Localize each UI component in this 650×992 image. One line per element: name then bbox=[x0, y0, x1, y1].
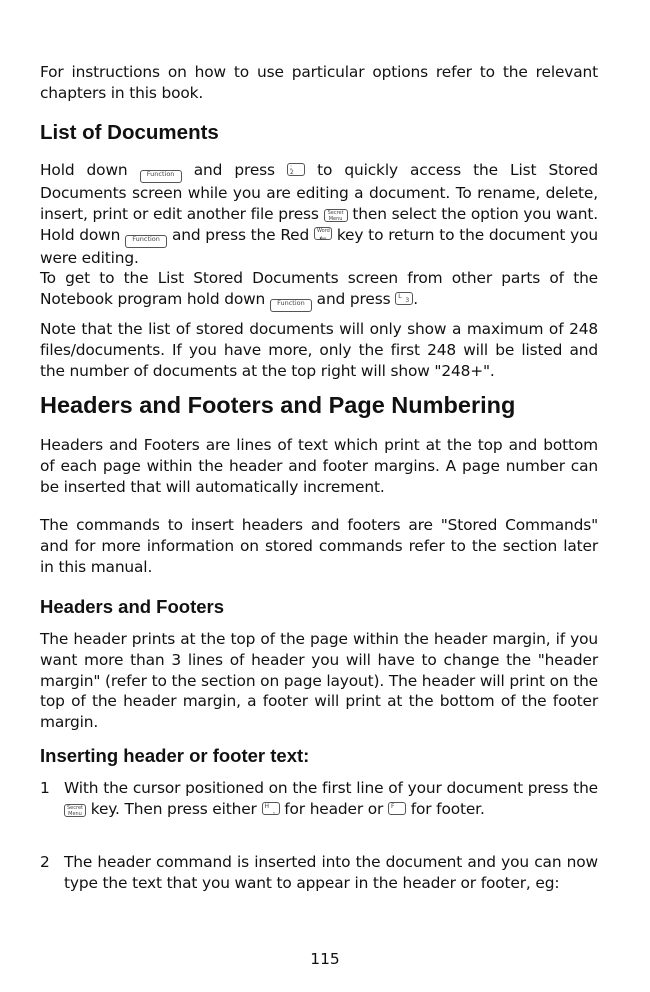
l3-key-icon: L 3 bbox=[395, 292, 413, 305]
step-1: 1 With the cursor positioned on the first line of your document press the Secret Menu key. Then press either H ˬ for header or F for footer. bbox=[40, 779, 598, 818]
list-docs-paragraph-2: To get to the List Stored Documents screen from other parts of the Notebook program hold down Function and press L 3 . bbox=[40, 268, 598, 312]
hfn-paragraph-2: The commands to insert headers and footers are "Stored Commands" and for more information on stored commands refer to the section later in this manual. bbox=[40, 516, 598, 576]
function-key-icon: Function bbox=[125, 235, 167, 248]
intro-paragraph: For instructions on how to use particular options refer to the relevant chapters in this book. bbox=[40, 63, 598, 102]
heading-inserting-header-footer: Inserting header or footer text: bbox=[40, 745, 310, 766]
secret-menu-key-icon: Secret Menu bbox=[324, 209, 348, 222]
function-key-icon: Function bbox=[270, 299, 312, 312]
secret-menu-key-icon: Secret Menu bbox=[64, 804, 86, 817]
word-left-arrow-key-icon: Word ← bbox=[314, 227, 332, 240]
semicolon-2-key-icon: ; 2 bbox=[287, 163, 305, 176]
hf-paragraph-1: The header prints at the top of the page within the header margin, if you want more than 3 lines of header you will have to change the "header margin" (refer to the section on page layout). The header will print on the top of the header margin, a footer will print at the bottom of the footer margin. bbox=[40, 630, 598, 732]
heading-list-of-documents: List of Documents bbox=[40, 121, 219, 144]
step-2: 2 The header command is inserted into the document and you can now type the text that you want to appear in the header or footer, eg: bbox=[40, 853, 598, 892]
page-number: 115 bbox=[310, 950, 340, 968]
hfn-paragraph-1: Headers and Footers are lines of text which print at the top and bottom of each page within the header and footer margins. A page number can be inserted that will automatically increment. bbox=[40, 436, 598, 496]
heading-headers-footers-numbering: Headers and Footers and Page Numbering bbox=[40, 392, 516, 418]
list-docs-paragraph-3: Note that the list of stored documents will only show a maximum of 248 files/documents. If you have more, only the first 248 will be listed and the number of documents at the top right will show "248+". bbox=[40, 320, 598, 380]
f-key-icon: F bbox=[388, 802, 406, 815]
function-key-icon: Function bbox=[140, 170, 182, 183]
h-key-icon: H ˬ bbox=[262, 802, 280, 815]
heading-headers-and-footers: Headers and Footers bbox=[40, 596, 225, 617]
list-docs-paragraph-1: Hold down Function and press ; 2 to quickly access the List Stored Documents screen while you are editing a document. To rename, delete, insert, print or edit another file press Secret Menu then select the option you want. Hold down Function and press the Red Word ← key to return to the document you were editing. bbox=[40, 161, 598, 267]
